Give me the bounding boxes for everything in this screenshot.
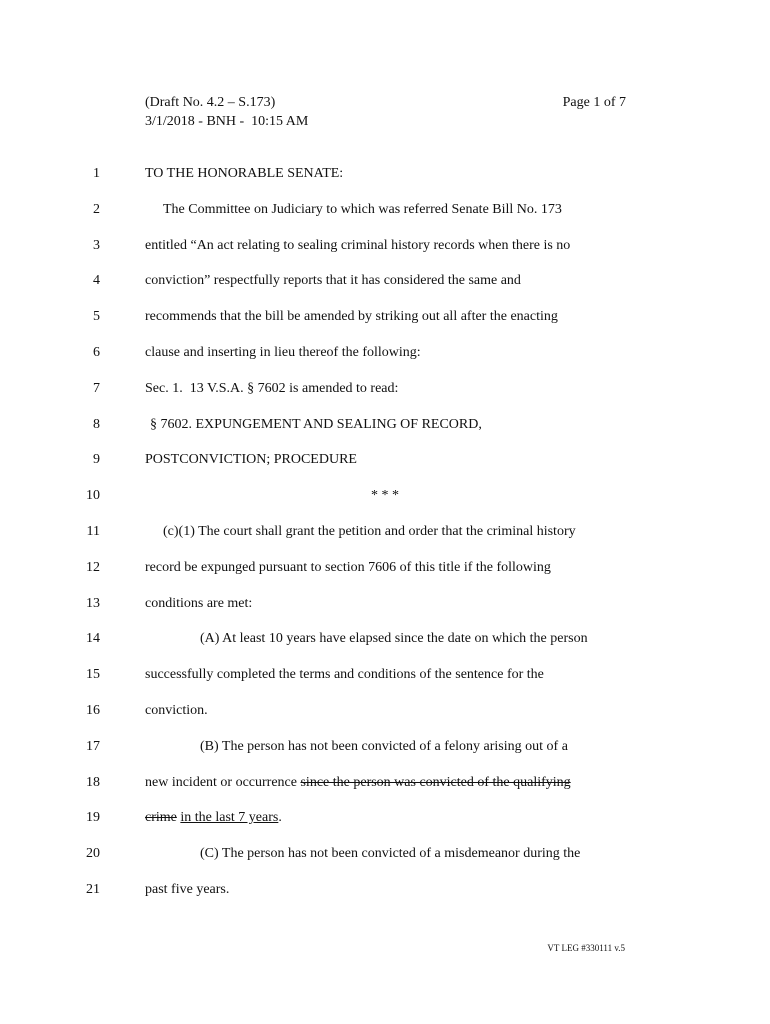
draft-header	[145, 93, 308, 131]
line-number: 20	[86, 846, 100, 862]
line-text: conviction.	[145, 702, 208, 718]
section-heading-cont: POSTCONVICTION; PROCEDURE	[145, 452, 357, 468]
line-number: 2	[93, 201, 100, 217]
line-text: past five years.	[145, 881, 230, 897]
line-number: 19	[86, 810, 100, 826]
line-13	[0, 594, 770, 630]
line-text: record be expunged pursuant to section 7606 of this title if the following	[145, 559, 551, 575]
line-number: 9	[93, 452, 100, 468]
line-19	[0, 808, 770, 844]
line-21	[0, 880, 770, 916]
numbered-lines	[0, 164, 770, 916]
line-number: 1	[93, 166, 100, 181]
line-18	[0, 773, 770, 809]
draft-number: (Draft No. 4.2 – S.173)	[145, 95, 276, 110]
line-tail: .	[278, 810, 282, 826]
line-number: 10	[86, 488, 100, 504]
line-6	[0, 343, 770, 379]
line-4	[0, 271, 770, 307]
line-text: successfully completed the terms and conditions of the sentence for the	[145, 667, 544, 683]
line-text: recommends that the bill be amended by striking out all after the enacting	[145, 309, 558, 325]
line-15	[0, 665, 770, 701]
line-12	[0, 558, 770, 594]
line-text: The Committee on Judiciary to which was referred Senate Bill No. 173	[163, 201, 562, 217]
line-text: (c)(1) The court shall grant the petition and order that the criminal history	[163, 523, 576, 539]
line-text: TO THE HONORABLE SENATE:	[145, 166, 344, 181]
struck-text: since the person was convicted of the qualifying	[300, 774, 571, 790]
line-text: (A) At least 10 years have elapsed since the date on which the person	[200, 631, 588, 647]
line-3	[0, 236, 770, 272]
line-number: 5	[93, 309, 100, 325]
line-text: conviction” respectfully reports that it has considered the same and	[145, 273, 521, 289]
line-number: 7	[93, 380, 100, 396]
line-number: 6	[93, 344, 100, 360]
line-number: 15	[86, 667, 100, 683]
line-2	[0, 200, 770, 236]
line-text-mixed	[145, 773, 571, 793]
line-number: 18	[86, 774, 100, 790]
line-17	[0, 737, 770, 773]
line-1	[0, 164, 770, 200]
document-id-footer: VT LEG #330111 v.5	[547, 943, 625, 953]
line-text: entitled “An act relating to sealing criminal history records when there is no	[145, 237, 571, 253]
line-text: clause and inserting in lieu thereof the following:	[145, 344, 421, 360]
line-text: new incident or occurrence	[145, 774, 301, 790]
line-16	[0, 701, 770, 737]
page-number: Page 1 of 7	[562, 95, 626, 110]
line-7	[0, 379, 770, 415]
line-8	[0, 415, 770, 451]
omission-marker: * * *	[371, 488, 399, 504]
line-text: (B) The person has not been convicted of a felony arising out of a	[200, 738, 568, 754]
line-20	[0, 844, 770, 880]
line-number: 11	[86, 523, 100, 539]
line-14	[0, 629, 770, 665]
draft-date: 3/1/2018 - BNH - 10:15 AM	[145, 114, 309, 129]
inserted-text: in the last 7 years	[180, 810, 279, 826]
line-number: 21	[86, 881, 100, 897]
line-number: 16	[86, 702, 100, 718]
section-heading: § 7602. EXPUNGEMENT AND SEALING OF RECORD,	[150, 416, 482, 432]
line-number: 8	[93, 416, 100, 432]
line-number: 13	[86, 595, 100, 611]
line-text-mixed	[145, 808, 282, 828]
line-number: 17	[86, 738, 100, 754]
line-11	[0, 522, 770, 558]
line-text: (C) The person has not been convicted of a misdemeanor during the	[200, 846, 581, 862]
line-number: 14	[86, 631, 100, 647]
line-number: 12	[86, 559, 100, 575]
line-9	[0, 450, 770, 486]
line-number: 4	[93, 273, 100, 289]
line-10	[0, 486, 770, 522]
line-text: conditions are met:	[145, 595, 253, 611]
line-text: Sec. 1. 13 V.S.A. § 7602 is amended to read:	[145, 380, 399, 396]
struck-text: crime	[145, 810, 177, 826]
line-5	[0, 307, 770, 343]
line-number: 3	[93, 237, 100, 253]
